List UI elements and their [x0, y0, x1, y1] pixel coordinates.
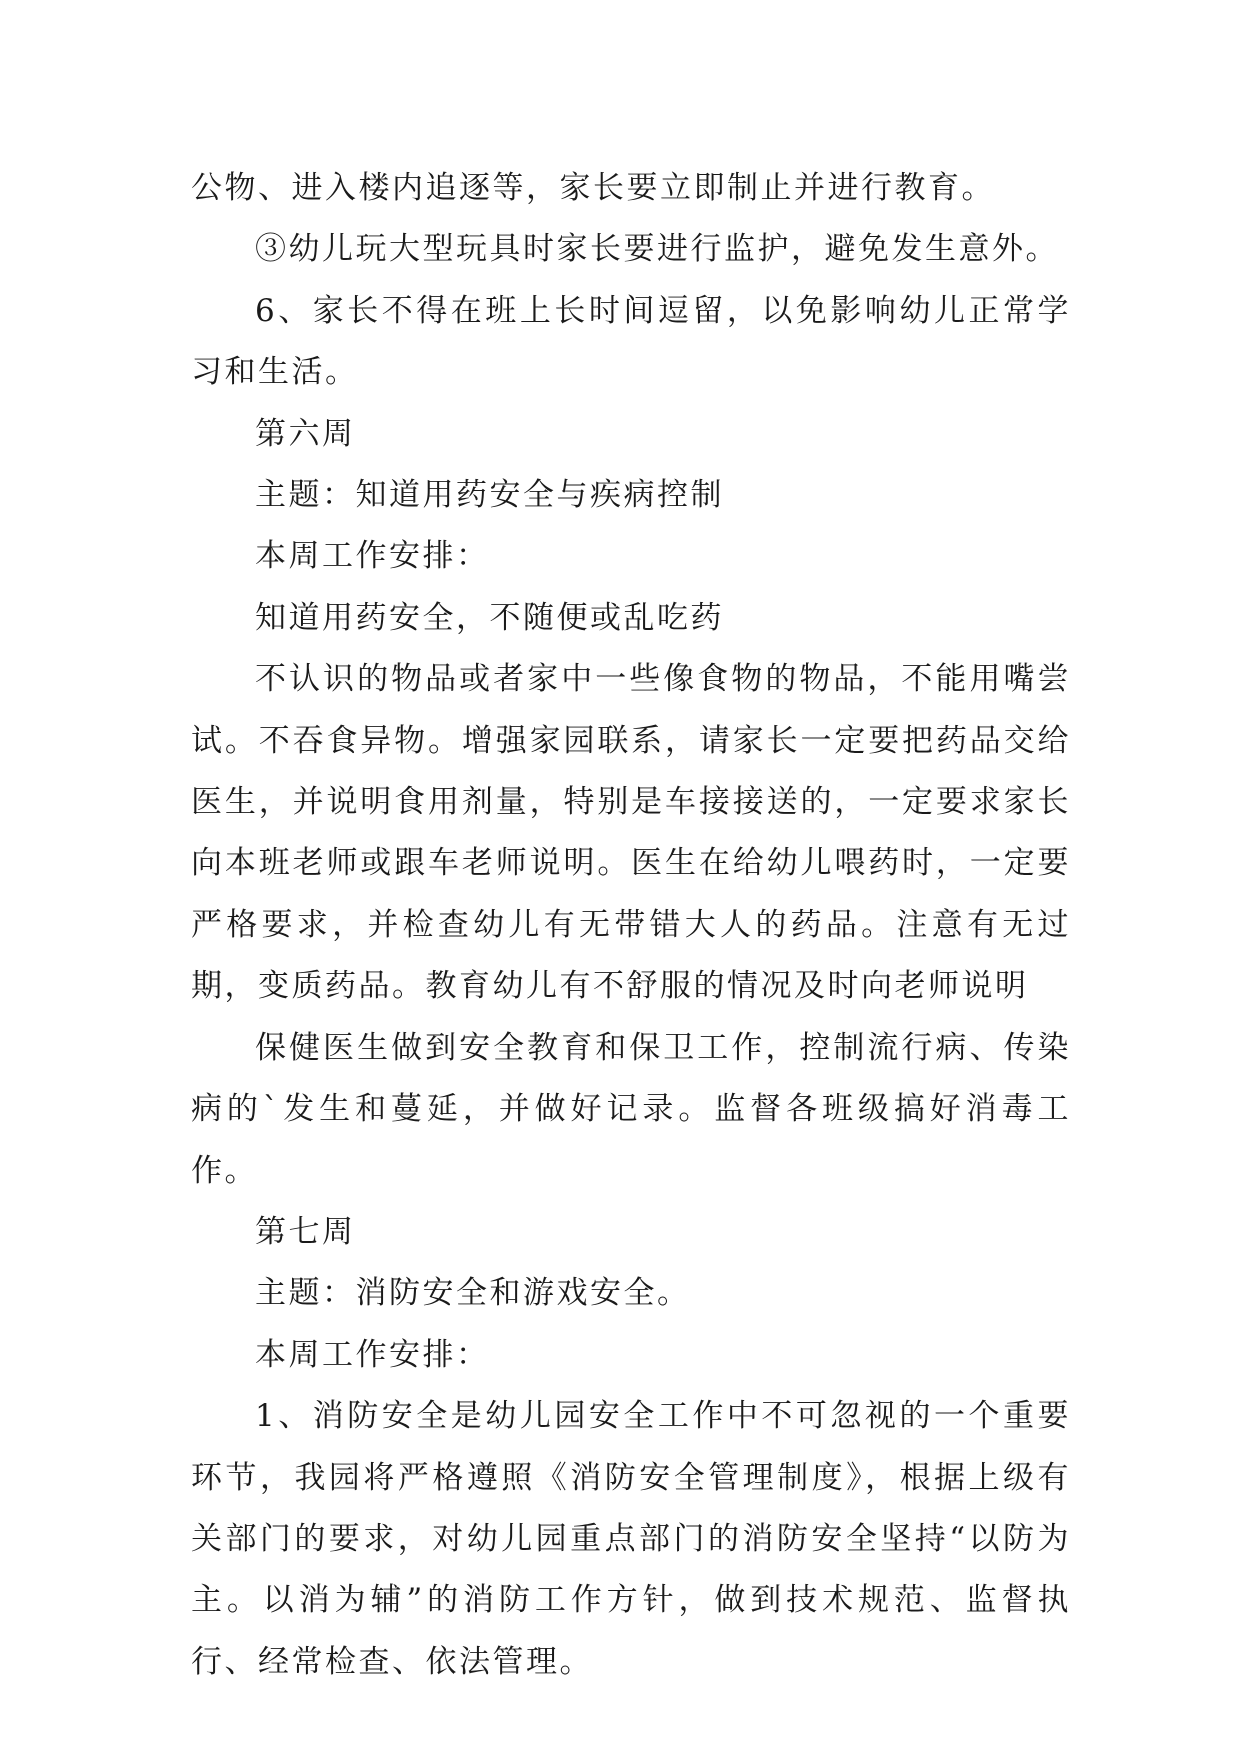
document-body — [191, 158, 1071, 1693]
section-theme: 主题：消防安全和游戏安全。 — [255, 1275, 691, 1312]
paragraph: 6、家长不得在班上长时间逗留，以免影响幼儿正常学习和生活。 — [191, 292, 1071, 391]
work-arrangement-label: 本周工作安排： — [255, 1336, 490, 1373]
paragraph: ③幼儿玩大型玩具时家长要进行监护，避免发生意外。 — [255, 231, 1059, 268]
work-arrangement-label: 本周工作安排： — [255, 538, 490, 575]
paragraph: 保健医生做到安全教育和保卫工作，控制流行病、传染病的`发生和蔓延，并做好记录。监督各班级搞好消毒工作。 — [191, 1029, 1071, 1189]
paragraph: 不认识的物品或者家中一些像食物的物品，不能用嘴尝试。不吞食异物。增强家园联系，请家长一定要把药品交给医生，并说明食用剂量，特别是车接接送的，一定要求家长向本班老师或跟车老师说明。医生在给幼儿喂药时，一定要严格要求，并检查幼儿有无带错大人的药品。注意有无过期，变质药品。教育幼儿有不舒服的情况及时向老师说明 — [191, 661, 1071, 1005]
paragraph: 1、消防安全是幼儿园安全工作中不可忽视的一个重要环节，我园将严格遵照《消防安全管理制度》，根据上级有关部门的要求，对幼儿园重点部门的消防安全坚持“以防为主。以消为辅”的消防工作方针，做到技术规范、监督执行、经常检查、依法管理。 — [191, 1398, 1071, 1680]
paragraph: 知道用药安全，不随便或乱吃药 — [255, 599, 724, 636]
section-theme: 主题：知道用药安全与疾病控制 — [255, 477, 724, 514]
section-heading-week-6: 第六周 — [255, 415, 356, 452]
section-heading-week-7: 第七周 — [255, 1213, 356, 1250]
paragraph: 公物、进入楼内追逐等，家长要立即制止并进行教育。 — [191, 170, 995, 206]
